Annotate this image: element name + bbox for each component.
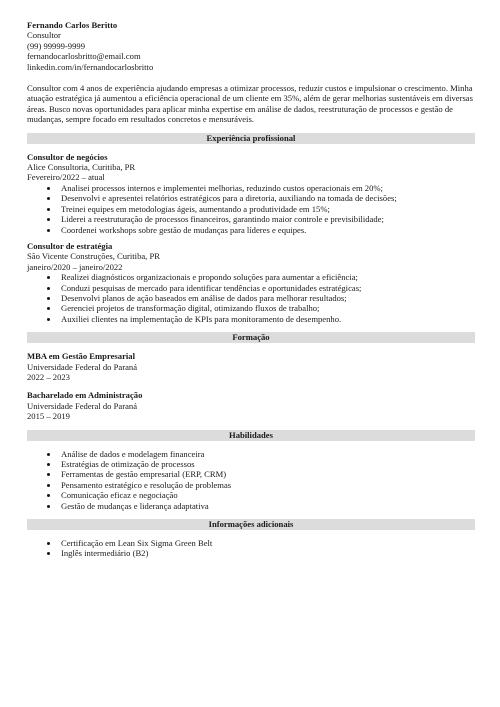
experience-entry (27, 241, 475, 324)
job-bullet: • Liderei a reestruturação de processos financeiros, garantindo maior controle e previsibilidade; (59, 214, 475, 224)
skill-item: • Ferramentas de gestão empresarial (ERP, CRM) (59, 469, 475, 479)
job-bullet: • Desenvolvi e apresentei relatórios estratégicos para a diretoria, auxiliando na tomada de decisões; (59, 193, 475, 203)
linkedin-url: linkedin.com/in/fernandocarlosbritto (27, 61, 154, 72)
skill-item: • Análise de dados e modelagem financeira (59, 449, 475, 459)
skill-item: • Estratégias de otimização de processos (59, 459, 475, 469)
skills-list (27, 449, 475, 511)
job-bullet: • Conduzi pesquisas de mercado para identificar tendências e oportunidades estratégicas; (59, 283, 475, 293)
section-header-skills: Habilidades (27, 430, 475, 441)
professional-summary: Consultor com 4 anos de experiência ajudando empresas a otimizar processos, reduzir custos e impulsionar o crescimento. Minha atuação estratégica já aumentou a eficiência operacional de um cliente em 35%, além de gerar melhorias sustentáveis em diversas áreas. Busco novas oportunidades para aplicar minha expertise em análise de dados, reestruturação de processos e gestão de mudanças, sempre focado em resultados concretos e mensuráveis. (27, 83, 473, 125)
education-period: 2022 – 2023 (27, 371, 70, 382)
job-bullets (27, 272, 475, 324)
job-company: São Vicente Construções, Curitiba, PR (27, 251, 160, 262)
section-header-experience: Experiência profissional (27, 133, 475, 144)
email-address: fernandocarlosbritto@email.com (27, 51, 141, 62)
additional-info-list (27, 538, 475, 559)
additional-info-item: • Inglês intermediário (B2) (59, 548, 475, 558)
education-period: 2015 – 2019 (27, 411, 70, 422)
contact-header (27, 20, 475, 72)
candidate-name: Fernando Carlos Beritto (27, 20, 118, 30)
phone-number: (99) 99999-9999 (27, 40, 85, 51)
additional-info-item: • Certificação em Lean Six Sigma Green Belt (59, 538, 475, 548)
job-bullet: • Gerenciei projetos de transformação digital, otimizando fluxos de trabalho; (59, 303, 475, 313)
job-bullet: • Analisei processos internos e implementei melhorias, reduzindo custos operacionais em 20%; (59, 183, 475, 193)
education-entry (27, 390, 475, 421)
job-bullet: • Treinei equipes em metodologias ágeis, aumentando a produtividade em 15%; (59, 204, 475, 214)
candidate-title: Consultor (27, 30, 61, 41)
job-bullet: • Coordenei workshops sobre gestão de mudanças para líderes e equipes. (59, 225, 475, 235)
degree-name: Bacharelado em Administração (27, 390, 143, 401)
school-name: Universidade Federal do Paraná (27, 400, 138, 411)
job-bullet: • Auxiliei clientes na implementação de KPIs para monitoramento de desempenho. (59, 314, 475, 324)
resume-content (27, 20, 475, 559)
job-company: Alice Consultoria, Curitiba, PR (27, 162, 136, 173)
skill-item: • Comunicação eficaz e negociação (59, 490, 475, 500)
skill-item: • Pensamento estratégico e resolução de problemas (59, 480, 475, 490)
job-role: Consultor de estratégia (27, 240, 113, 251)
job-bullet: • Desenvolvi planos de ação baseados em análise de dados para melhorar resultados; (59, 293, 475, 303)
job-bullets (27, 183, 475, 235)
job-bullet: • Realizei diagnósticos organizacionais e propondo soluções para aumentar a eficiência; (59, 272, 475, 282)
section-header-additional: Informações adicionais (27, 519, 475, 530)
job-period: Fevereiro/2022 – atual (27, 172, 105, 183)
school-name: Universidade Federal do Paraná (27, 361, 138, 372)
section-header-education: Formação (27, 332, 475, 343)
job-period: janeiro/2020 – janeiro/2022 (27, 261, 123, 272)
experience-entry (27, 152, 475, 235)
job-role: Consultor de negócios (27, 151, 108, 162)
degree-name: MBA em Gestão Empresarial (27, 351, 135, 362)
education-entry (27, 351, 475, 382)
skill-item: • Gestão de mudanças e liderança adaptativa (59, 501, 475, 511)
